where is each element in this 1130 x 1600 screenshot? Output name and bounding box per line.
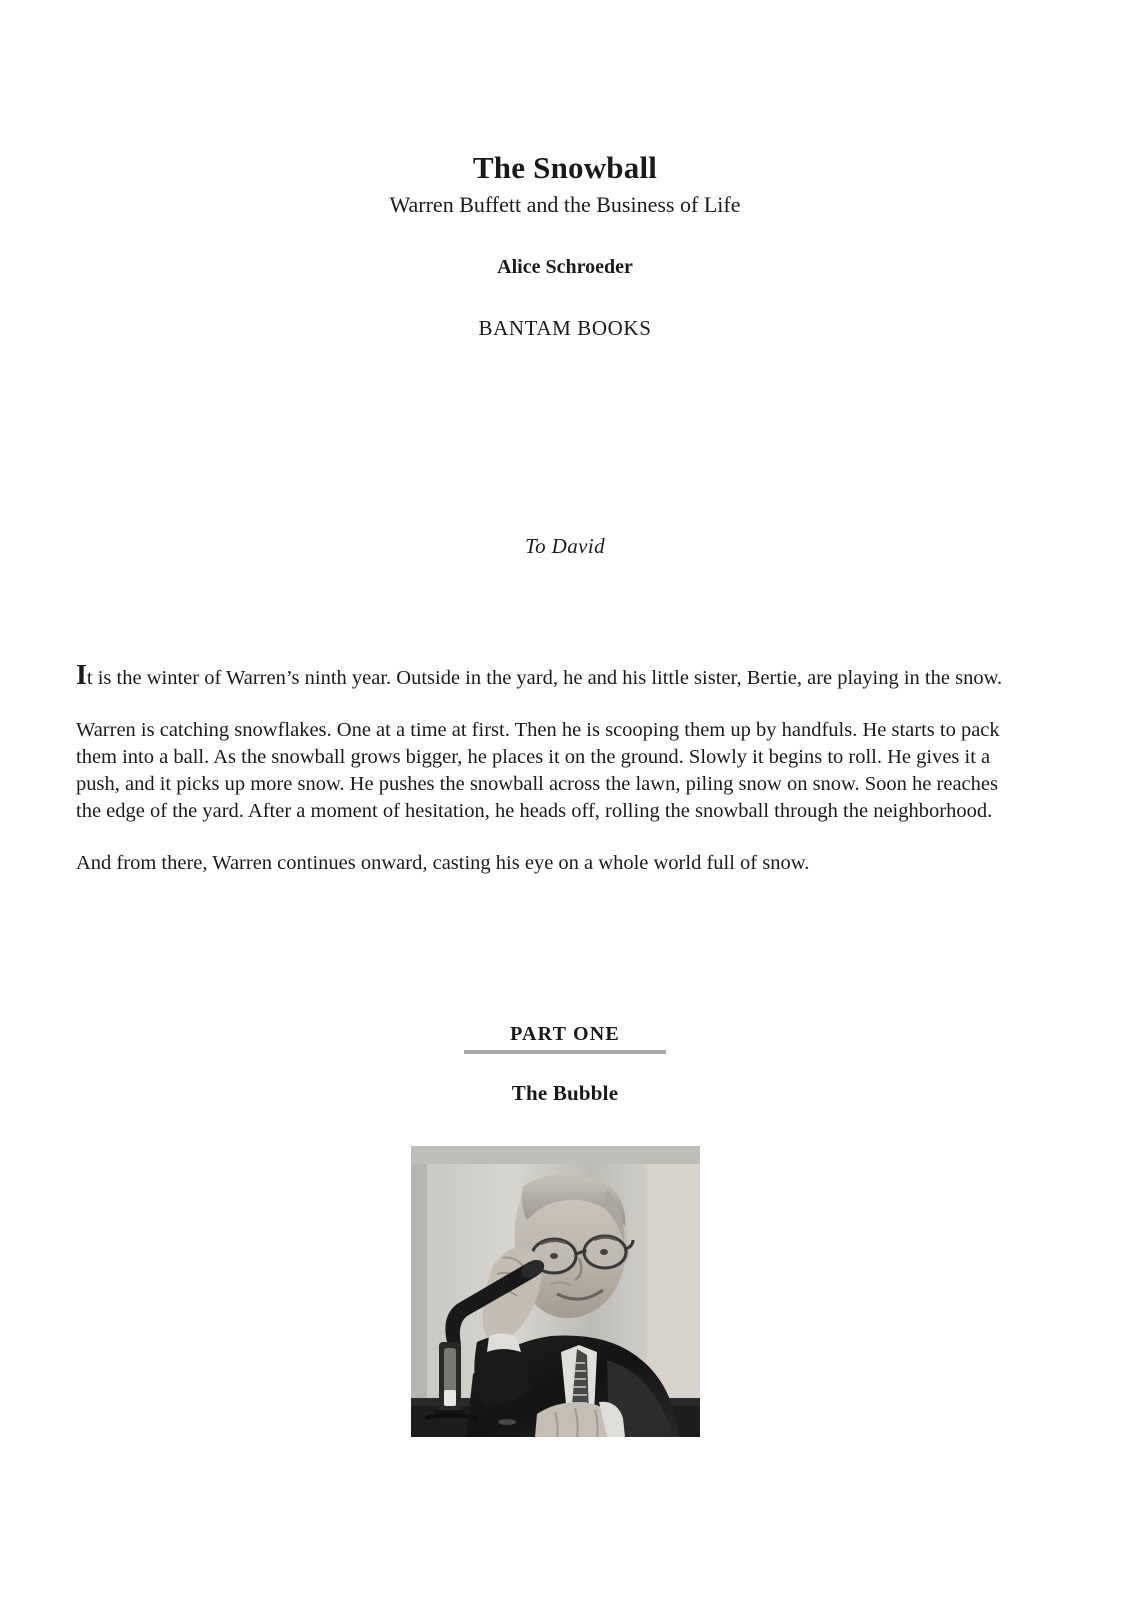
book-author: Alice Schroeder [497,256,633,279]
part-divider-rule [464,1050,666,1054]
part-label: PART ONE [510,1023,620,1045]
paragraph-1-text: t is the winter of Warren’s ninth year. Outside in the yard, he and his little sister, Bertie, are playing in the snow. [86,667,1003,689]
part-title: The Bubble [511,1081,619,1105]
body-text [76,662,1020,877]
paragraph-3: And from there, Warren continues onward, casting his eye on a whole world full of snow. [76,852,810,874]
author-subject-photograph [411,1146,700,1437]
book-publisher: BANTAM BOOKS [478,316,652,341]
paragraph-2: Warren is catching snowflakes. One at a time at first. Then he is scooping them up by handfuls. He starts to pack them into a ball. As the snowball grows bigger, he places it on the ground. Slowly it begins to roll. He gives it a push, and it picks up more snow. He pushes the snowball across the lawn, piling snow on snow. Soon he reaches the edge of the yard. After a moment of hesitation, he heads off, rolling the snowball through the neighborhood. [76,719,1000,822]
part-heading-block [0,1022,1130,1106]
dedication: To David [524,534,606,558]
book-title: The Snowball [472,150,658,185]
front-matter-block [0,150,1130,341]
initial-cap: I [76,660,87,691]
paragraph-1 [76,662,1020,692]
book-subtitle: Warren Buffett and the Business of Life [389,191,741,217]
